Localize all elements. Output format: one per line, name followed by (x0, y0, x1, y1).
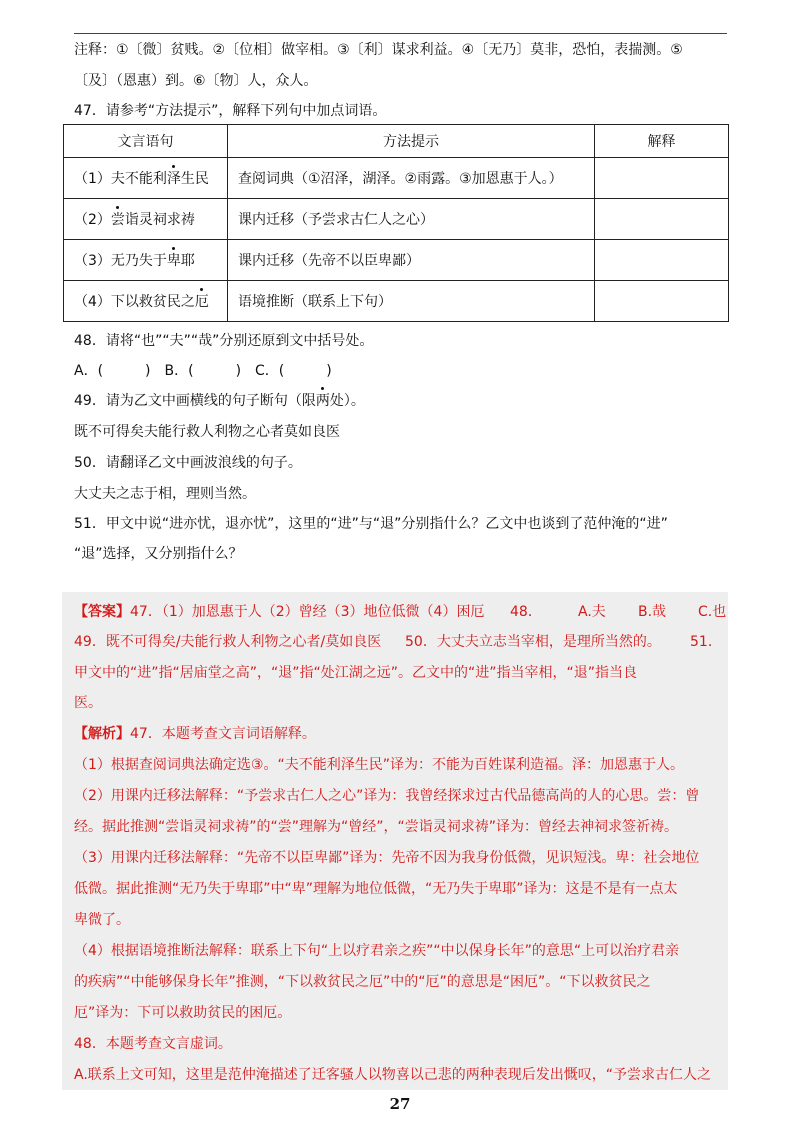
row-hint: 课内迁移（先帝不以臣卑鄙） (228, 240, 595, 281)
q50-sentence: 大丈夫之志于相，理则当然。 (74, 486, 256, 502)
row-sentence: （4）下以救贫民之厄 (64, 281, 228, 322)
note-line-2: 〔及〕（恩惠）到。⑥〔物〕人，众人。 (74, 73, 318, 89)
analysis-line-5: （3）用课内迁移法解释：“先帝不以臣卑鄙”译为：先帝不因为我身份低微，见识短浅。卑：社会地位 (74, 850, 700, 866)
analysis-line-1: 【解析】47．本题考查文言词语解释。 (74, 726, 316, 742)
row-sentence: （2）尝诣灵祠求祷 (64, 199, 228, 240)
table-header-sentence: 文言语句 (64, 125, 228, 158)
analysis-tag: 【解析】 (74, 726, 130, 742)
answer-line-3: 甲文中的“进”指“居庙堂之高”，“退”指“处江湖之远”。乙文中的“进”指当宰相，“退”指当良 (74, 665, 638, 681)
row-answer-cell (595, 158, 729, 199)
table-header-explanation: 解释 (595, 125, 729, 158)
analysis-line-11: 48．本题考查文言虚词。 (74, 1036, 232, 1052)
q51-line-1: 51．甲文中说“进亦忧，退亦忧”，这里的“进”与“退”分别指什么？乙文中也谈到了范仲淹的“进” (74, 516, 668, 532)
answer-line-1: 【答案】47．（1）加恩惠于人（2）曾经（3）地位低微（4）困厄 (74, 604, 485, 620)
answer-q48-a: A.夫 (578, 604, 606, 620)
answer-q51-label: 51． (690, 634, 722, 650)
dotted-word: 厄 (195, 291, 209, 311)
row-sentence: （3）无乃失于卑耶 (64, 240, 228, 281)
row-hint: 课内迁移（予尝求古仁人之心） (228, 199, 595, 240)
answer-q48-c: C.也 (698, 604, 727, 620)
dotted-word: 限两处 (302, 390, 344, 410)
table-row (64, 281, 729, 322)
answer-q48-b: B.哉 (638, 604, 667, 620)
answer-tag: 【答案】 (74, 604, 130, 620)
analysis-line-9: 的疾病”“中能够保身长年”推测，“下以救贫民之厄”中的“厄”的意思是“困厄”。“下以救贫民之 (74, 974, 651, 990)
answer-q50: 50．大丈夫立志当宰相，是理所当然的。 (405, 634, 661, 650)
page-number: 27 (389, 1095, 411, 1113)
note-line-1: 注释：①〔微〕贫贱。②〔位相〕做宰相。③〔利〕谋求利益。④〔无乃〕莫非，恐怕，表揣测。⑤ (74, 42, 683, 58)
analysis-line-2: （1）根据查阅词典法确定选③。“夫不能利泽生民”译为：不能为百姓谋利造福。泽：加恩惠于人。 (74, 757, 684, 773)
q48-prompt: 48．请将“也”“夫”“哉”分别还原到文中括号处。 (74, 333, 374, 349)
q49-sentence: 既不可得矣夫能行救人利物之心者莫如良医 (74, 424, 340, 440)
row-answer-cell (595, 199, 729, 240)
row-hint: 语境推断（联系上下句） (228, 281, 595, 322)
analysis-line-7: 卑微了。 (74, 912, 130, 928)
row-sentence: （1）夫不能利泽生民 (64, 158, 228, 199)
row-answer-cell (595, 240, 729, 281)
analysis-line-8: （4）根据语境推断法解释：联系上下句“上以疗君亲之疾”“中以保身长年”的意思“上可以治疗君亲 (74, 943, 680, 959)
row-hint: 查阅词典（①沼泽，湖泽。②雨露。③加恩惠于人。） (228, 158, 595, 199)
analysis-line-12: A.联系上文可知，这里是范仲淹描述了迁客骚人以物喜以己悲的两种表现后发出慨叹，“予尝求古仁人之 (74, 1067, 712, 1083)
row-answer-cell (595, 281, 729, 322)
q50-prompt: 50．请翻译乙文中画波浪线的句子。 (74, 455, 302, 471)
table-row (64, 158, 729, 199)
analysis-line-10: 厄”译为：下可以救助贫民的困厄。 (74, 1005, 292, 1021)
q47-table (63, 124, 729, 322)
answer-line-4: 医。 (74, 695, 102, 711)
answer-q49: 49．既不可得矣/夫能行救人利物之心者/莫如良医 (74, 634, 382, 650)
dotted-word: 尝 (111, 209, 125, 229)
table-header-row (64, 125, 729, 158)
q49-prompt: 49．请为乙文中画横线的句子断句（限两处）。 (74, 390, 365, 410)
table-row (64, 199, 729, 240)
header-rule (74, 33, 727, 34)
dotted-word: 卑 (167, 250, 181, 270)
q51-line-2: “退”选择，又分别指什么？ (74, 546, 243, 562)
table-header-hint: 方法提示 (228, 125, 595, 158)
analysis-line-3: （2）用课内迁移法解释：“予尝求古仁人之心”译为：我曾经探求过古代品德高尚的人的心思。尝：曾 (74, 788, 700, 804)
analysis-line-4: 经。据此推测“尝诣灵祠求祷”的“尝”理解为“曾经”，“尝诣灵祠求祷”译为：曾经去神祠求签祈祷。 (74, 819, 679, 835)
dotted-word: 泽 (167, 168, 181, 188)
answer-q48-label: 48． (510, 604, 542, 620)
q47-prompt: 47．请参考“方法提示”，解释下列句中加点词语。 (74, 103, 387, 119)
q48-blanks: A．( ) B．( ) C．( ) (74, 363, 332, 379)
table-row (64, 240, 729, 281)
analysis-line-6: 低微。据此推测“无乃失于卑耶”中“卑”理解为地位低微，“无乃失于卑耶”译为：这是不是有一点太 (74, 881, 678, 897)
